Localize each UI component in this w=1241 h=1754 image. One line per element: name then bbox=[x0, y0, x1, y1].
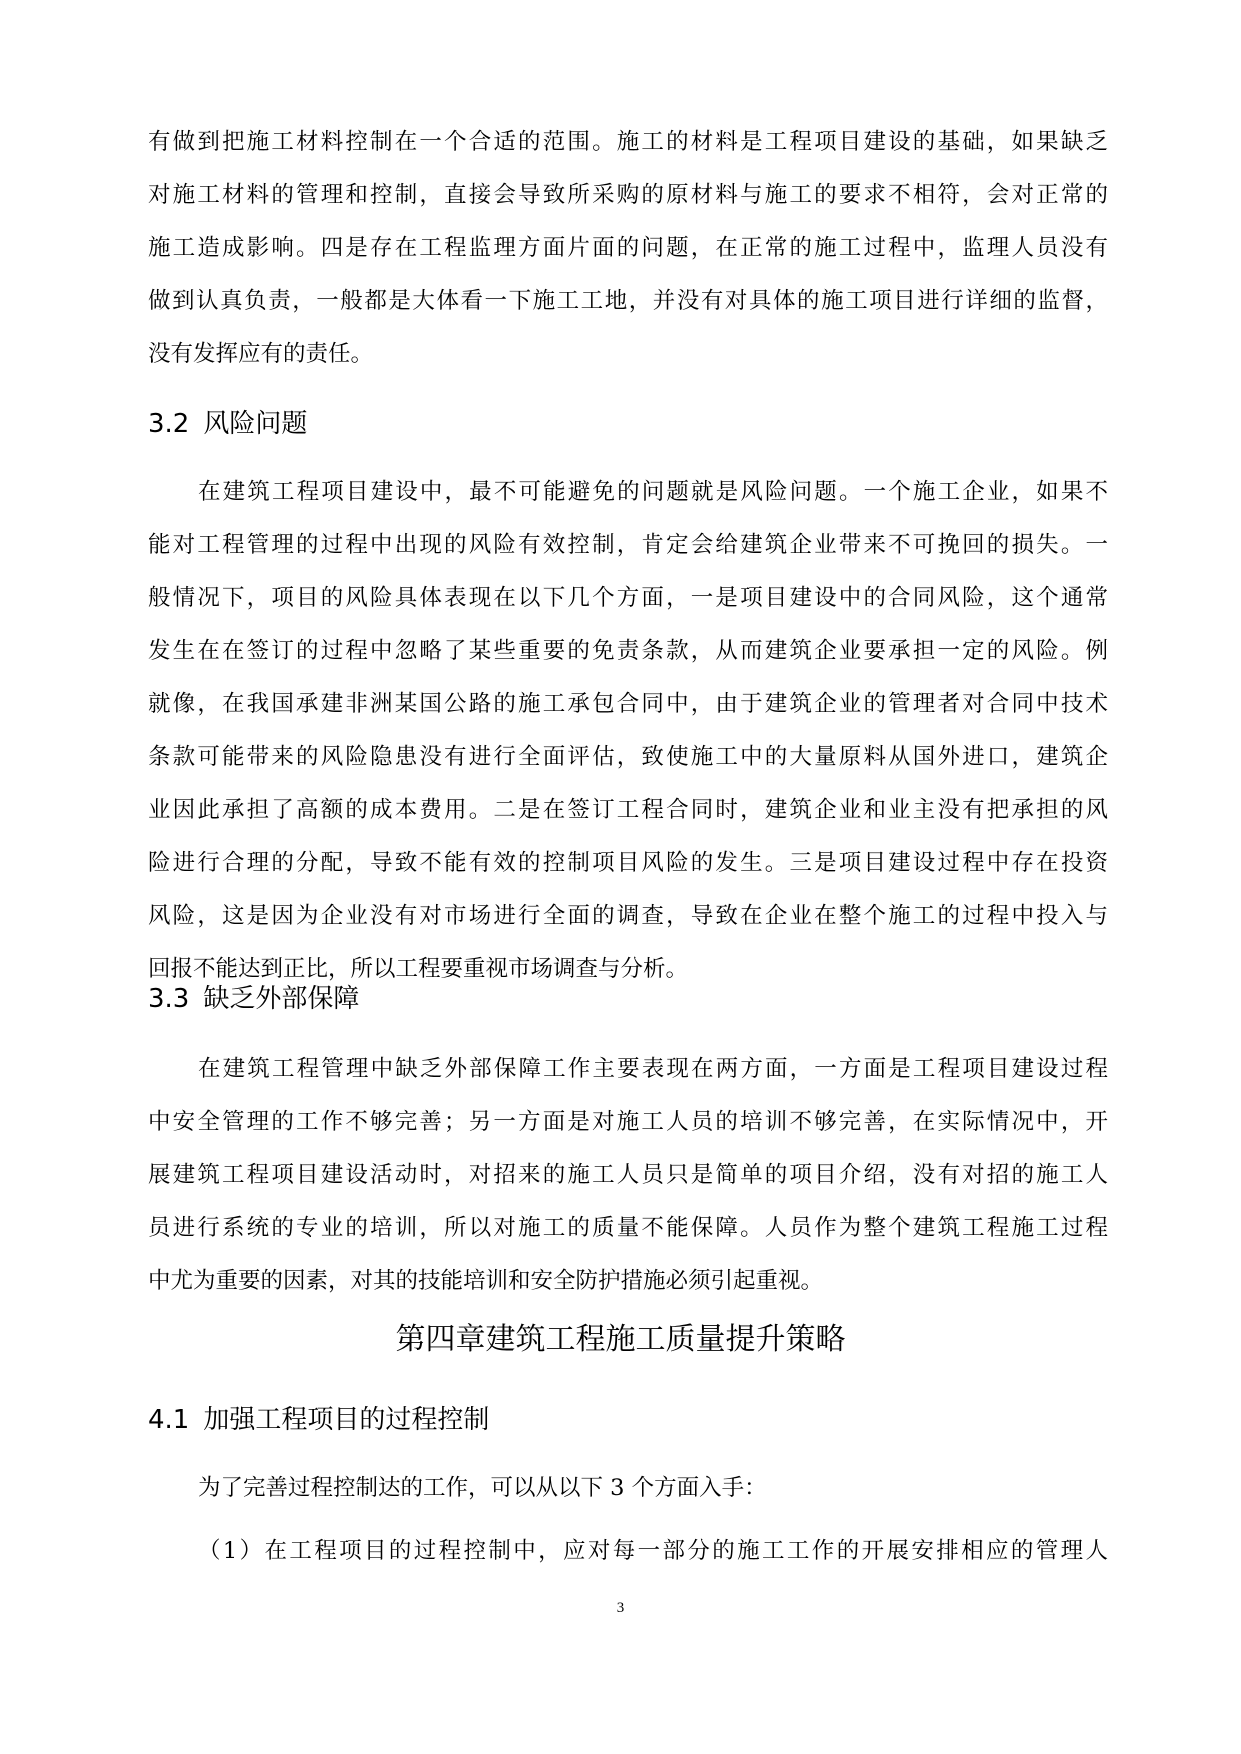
text-line: 在建筑工程项目建设中，最不可能避免的问题就是风险问题。一个施工企业，如果不 bbox=[198, 479, 1108, 505]
paragraph-external-guarantee bbox=[148, 1043, 1108, 1308]
paragraph-intro-list bbox=[148, 1462, 1108, 1515]
text-line: 在建筑工程管理中缺乏外部保障工作主要表现在两方面，一方面是工程项目建设过程 bbox=[198, 1056, 1108, 1082]
section-title: 风险问题 bbox=[203, 409, 308, 439]
text-line: 没有发挥应有的责任。 bbox=[148, 341, 374, 367]
text-line: 为了完善过程控制达的工作，可以从以下 3 个方面入手： bbox=[198, 1475, 767, 1501]
text-line: （1）在工程项目的过程控制中，应对每一部分的施工工作的开展安排相应的管理人 bbox=[198, 1538, 1108, 1564]
text-line: 般情况下，项目的风险具体表现在以下几个方面，一是项目建设中的合同风险，这个通常 bbox=[148, 585, 1108, 611]
text-line: 施工造成影响。四是存在工程监理方面片面的问题，在正常的施工过程中，监理人员没有 bbox=[148, 235, 1108, 261]
text-line: 对施工材料的管理和控制，直接会导致所采购的原材料与施工的要求不相符，会对正常的 bbox=[148, 182, 1108, 208]
chapter-heading: 第四章建筑工程施工质量提升策略 bbox=[395, 1322, 846, 1357]
section-title: 缺乏外部保障 bbox=[203, 984, 360, 1014]
section-heading-4-1 bbox=[148, 1402, 489, 1438]
section-heading-3-2 bbox=[148, 406, 307, 442]
text-line: 展建筑工程项目建设活动时，对招来的施工人员只是简单的项目介绍，没有对招的施工人 bbox=[148, 1162, 1108, 1188]
paragraph-list-item-1 bbox=[148, 1525, 1108, 1578]
section-number: 4.1 bbox=[148, 1405, 190, 1435]
text-line: 回报不能达到正比，所以工程要重视市场调查与分析。 bbox=[148, 956, 689, 982]
text-line: 做到认真负责，一般都是大体看一下施工工地，并没有对具体的施工项目进行详细的监督， bbox=[148, 288, 1108, 314]
text-line: 就像，在我国承建非洲某国公路的施工承包合同中，由于建筑企业的管理者对合同中技术 bbox=[148, 691, 1108, 717]
text-line: 险进行合理的分配，导致不能有效的控制项目风险的发生。三是项目建设过程中存在投资 bbox=[148, 850, 1108, 876]
text-line: 能对工程管理的过程中出现的风险有效控制，肯定会给建筑企业带来不可挽回的损失。一 bbox=[148, 532, 1108, 558]
section-heading-3-3 bbox=[148, 981, 359, 1017]
page-number: 3 bbox=[616, 1600, 625, 1616]
section-number: 3.2 bbox=[148, 409, 190, 439]
text-line: 员进行系统的专业的培训，所以对施工的质量不能保障。人员作为整个建筑工程施工过程 bbox=[148, 1215, 1108, 1241]
paragraph-risk bbox=[148, 466, 1108, 996]
text-line: 风险，这是因为企业没有对市场进行全面的调查，导致在企业在整个施工的过程中投入与 bbox=[148, 903, 1108, 929]
section-number: 3.3 bbox=[148, 984, 190, 1014]
paragraph-continuation bbox=[148, 116, 1108, 381]
text-line: 条款可能带来的风险隐患没有进行全面评估，致使施工中的大量原料从国外进口，建筑企 bbox=[148, 744, 1108, 770]
text-line: 业因此承担了高额的成本费用。二是在签订工程合同时，建筑企业和业主没有把承担的风 bbox=[148, 797, 1108, 823]
text-line: 发生在在签订的过程中忽略了某些重要的免责条款，从而建筑企业要承担一定的风险。例 bbox=[148, 638, 1108, 664]
text-line: 有做到把施工材料控制在一个合适的范围。施工的材料是工程项目建设的基础，如果缺乏 bbox=[148, 129, 1108, 155]
section-title: 加强工程项目的过程控制 bbox=[203, 1405, 490, 1435]
text-line: 中尤为重要的因素，对其的技能培训和安全防护措施必须引起重视。 bbox=[148, 1268, 824, 1294]
text-line: 中安全管理的工作不够完善；另一方面是对施工人员的培训不够完善，在实际情况中，开 bbox=[148, 1109, 1108, 1135]
